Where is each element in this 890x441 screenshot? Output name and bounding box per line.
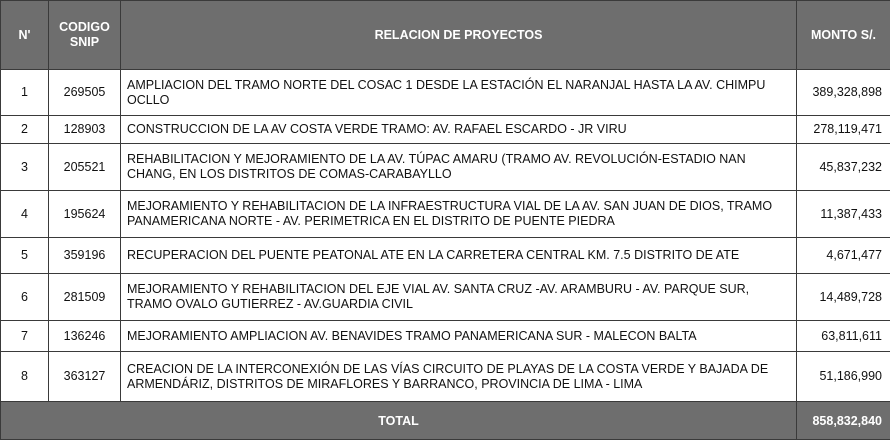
total-value: 858,832,840 xyxy=(797,402,890,440)
row-monto: 14,489,728 xyxy=(797,274,890,321)
total-row xyxy=(1,402,890,440)
header-relacion: RELACION DE PROYECTOS xyxy=(121,1,797,70)
row-number: 2 xyxy=(1,116,49,144)
row-monto: 389,328,898 xyxy=(797,70,890,116)
row-snip: 269505 xyxy=(49,70,121,116)
header-codigo-snip xyxy=(49,1,121,70)
header-number: N' xyxy=(1,1,49,70)
row-description: AMPLIACION DEL TRAMO NORTE DEL COSAC 1 DESDE LA ESTACIÓN EL NARANJAL HASTA LA AV. CHIMPU OCLLO xyxy=(121,70,797,116)
table-row xyxy=(1,144,890,191)
row-number: 5 xyxy=(1,238,49,274)
header-codigo-line1: CODIGO xyxy=(59,20,110,34)
header-codigo-line2: SNIP xyxy=(69,35,100,49)
row-description: MEJORAMIENTO Y REHABILITACION DEL EJE VIAL AV. SANTA CRUZ -AV. ARAMBURU - AV. PARQUE SUR, TRAMO OVALO GUTIERREZ - AV.GUARDIA CIVIL xyxy=(121,274,797,321)
row-number: 1 xyxy=(1,70,49,116)
total-label: TOTAL xyxy=(1,402,797,440)
row-snip: 281509 xyxy=(49,274,121,321)
row-description: MEJORAMIENTO Y REHABILITACION DE LA INFRAESTRUCTURA VIAL DE LA AV. SAN JUAN DE DIOS, TRAMO PANAMERICANA NORTE - AV. PERIMETRICA EN EL DISTRITO DE PUENTE PIEDRA xyxy=(121,191,797,238)
row-monto: 278,119,471 xyxy=(797,116,890,144)
table-row xyxy=(1,274,890,321)
row-number: 7 xyxy=(1,321,49,352)
row-description: MEJORAMIENTO AMPLIACION AV. BENAVIDES TRAMO PANAMERICANA SUR - MALECON BALTA xyxy=(121,321,797,352)
row-monto: 11,387,433 xyxy=(797,191,890,238)
row-snip: 205521 xyxy=(49,144,121,191)
row-snip: 128903 xyxy=(49,116,121,144)
row-number: 8 xyxy=(1,352,49,402)
row-description: REHABILITACION Y MEJORAMIENTO DE LA AV. TÚPAC AMARU (TRAMO AV. REVOLUCIÓN-ESTADIO NAN CHANG, EN LOS DISTRITOS DE COMAS-CARABAYLLO xyxy=(121,144,797,191)
row-snip: 359196 xyxy=(49,238,121,274)
row-snip: 363127 xyxy=(49,352,121,402)
table-row xyxy=(1,116,890,144)
row-monto: 45,837,232 xyxy=(797,144,890,191)
row-number: 3 xyxy=(1,144,49,191)
table-row xyxy=(1,352,890,402)
row-monto: 51,186,990 xyxy=(797,352,890,402)
row-description: RECUPERACION DEL PUENTE PEATONAL ATE EN LA CARRETERA CENTRAL KM. 7.5 DISTRITO DE ATE xyxy=(121,238,797,274)
row-number: 6 xyxy=(1,274,49,321)
row-monto: 4,671,477 xyxy=(797,238,890,274)
table-row xyxy=(1,191,890,238)
header-monto: MONTO S/. xyxy=(797,1,890,70)
row-monto: 63,811,611 xyxy=(797,321,890,352)
header-row xyxy=(1,1,890,70)
table-row xyxy=(1,238,890,274)
row-description: CREACION DE LA INTERCONEXIÓN DE LAS VÍAS CIRCUITO DE PLAYAS DE LA COSTA VERDE Y BAJADA DE ARMENDÁRIZ, DISTRITOS DE MIRAFLORES Y BARRANCO, PROVINCIA DE LIMA - LIMA xyxy=(121,352,797,402)
row-snip: 136246 xyxy=(49,321,121,352)
table-row xyxy=(1,70,890,116)
row-number: 4 xyxy=(1,191,49,238)
row-description: CONSTRUCCION DE LA AV COSTA VERDE TRAMO: AV. RAFAEL ESCARDO - JR VIRU xyxy=(121,116,797,144)
row-snip: 195624 xyxy=(49,191,121,238)
table-row xyxy=(1,321,890,352)
